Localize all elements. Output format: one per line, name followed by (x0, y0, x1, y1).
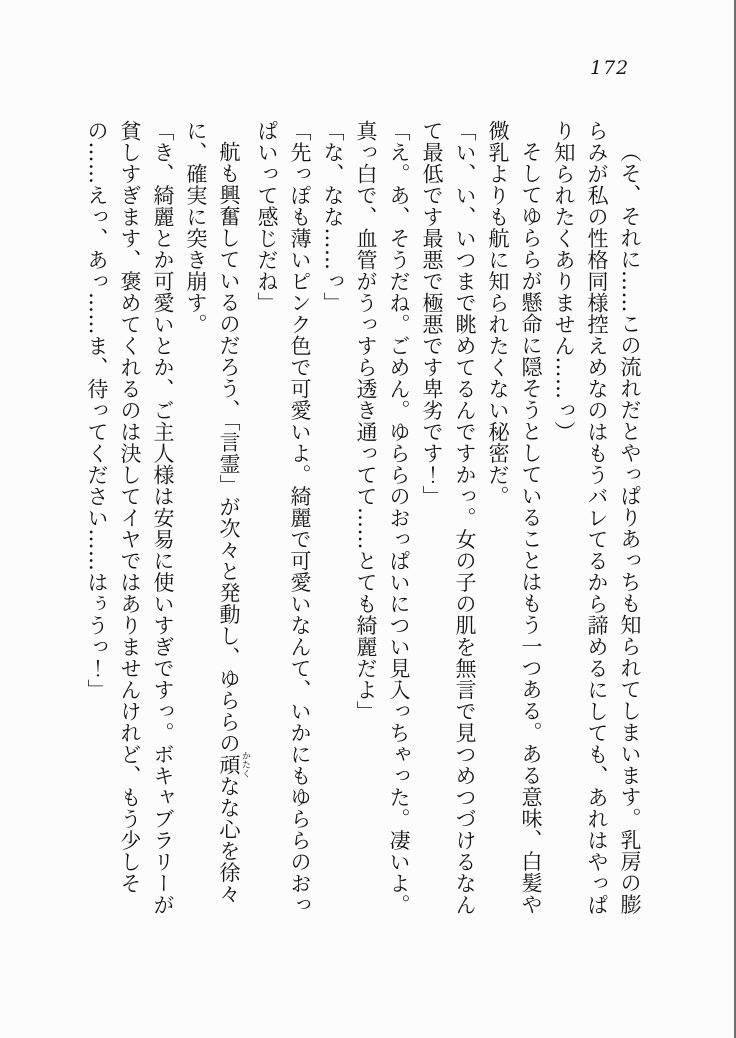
paragraph: 「き、綺麗とか可愛いとか、ご主人様は安易に使いすぎですっ。ボキャブラリーが貧しすぎます、褒めてくれるのは決してイヤではありませんけれど、もう少しその……えっ、あっ……ま、待ってください……はぅうっ！」 (85, 120, 175, 916)
paragraph-text: 航も興奮しているのだろう、「言霊」が次々と発動し、ゆららの (217, 141, 241, 754)
paragraph (179, 120, 250, 934)
page-text-block (80, 120, 646, 934)
paragraph-text: なな心を徐々に、確実に突き崩す。 (184, 120, 241, 905)
paragraph: 「な、なな……っ」 (321, 120, 345, 314)
paragraph: そしてゆららが懸命に隠そうとしていることはもう一つある。ある意味、白髪や微乳よりも航に知られたくない秘密だ。 (486, 120, 543, 915)
paragraph: 「い、い、いつまで眺めてるんですかっ。女の子の肌を無言で見つめつづけるなんて最低です最悪で極悪です卑劣です！」 (420, 120, 477, 916)
paragraph: 「先っぽも薄いピンク色で可愛いよ。綺麗で可愛いなんて、いかにもゆららのおっぱいって感じだね」 (255, 120, 312, 916)
ruby-annotation (217, 751, 250, 779)
paragraph: （そ、それに……この流れだとやっぱりあっちも知られてしまいます。乳房の膨らみが私の性格同様控えめなのはもうバレてるから諦めるにしても、あれはやっぱり知られたくありません……っ） (552, 120, 642, 916)
ruby-reading: かたく (240, 751, 250, 779)
page-number: 172 (590, 57, 630, 79)
ruby-base: 頑 (217, 751, 241, 779)
paragraph: 「え。あ、そうだね。ごめん。ゆららのおっぱいについ見入っちゃった。凄いよ。真っ白で、血管がうっすら透き通ってて……とても綺麗だよ」 (354, 120, 411, 916)
